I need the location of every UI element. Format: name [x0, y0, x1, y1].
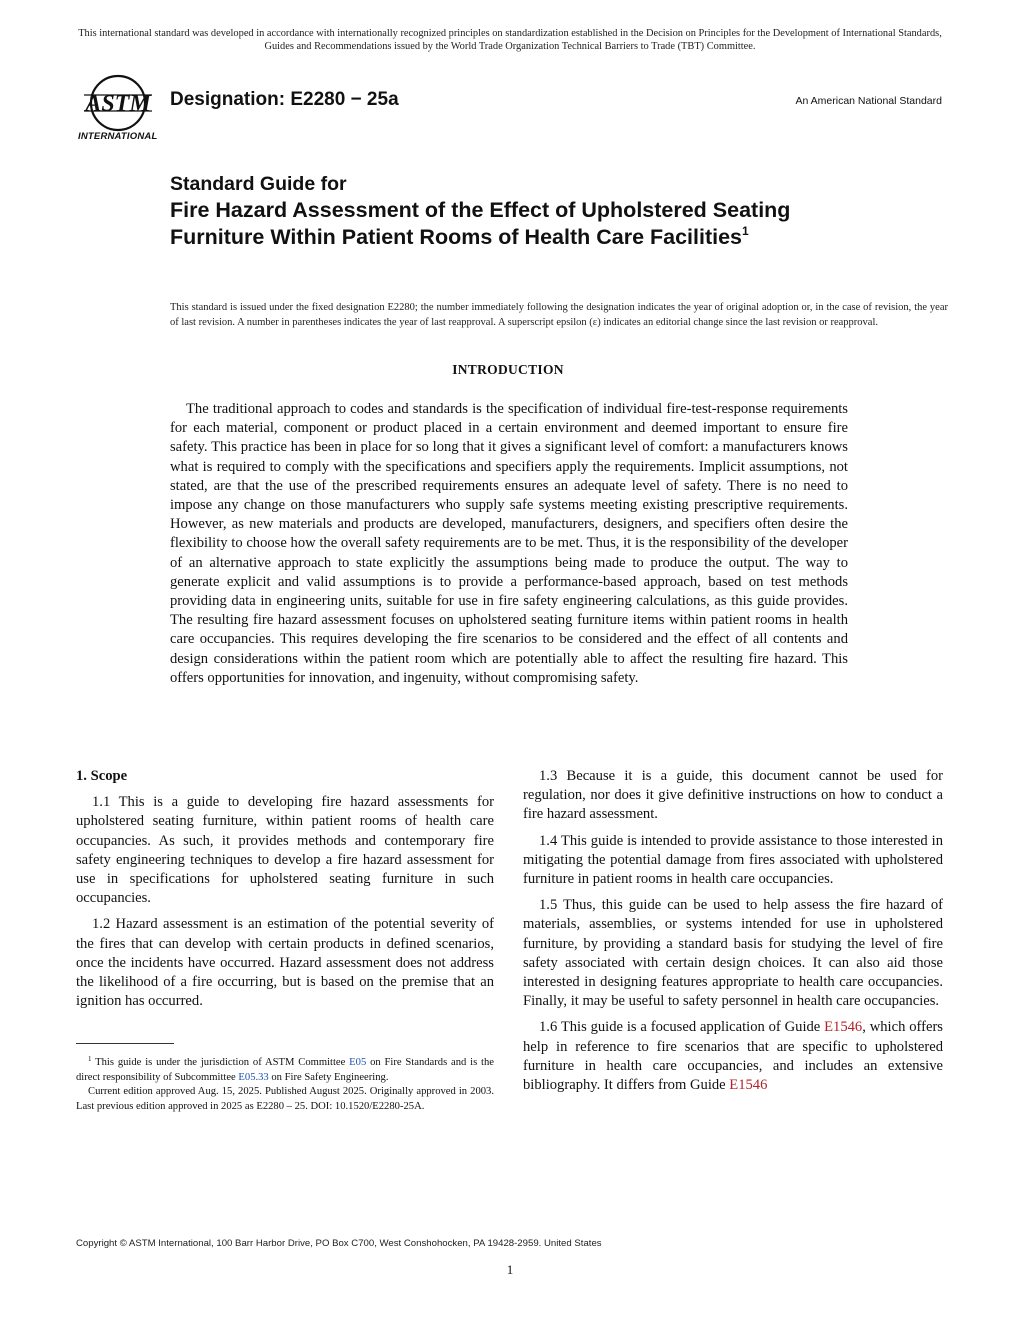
footnote-edition: Current edition approved Aug. 15, 2025. Published August 2025. Originally approved in 2003. Last previous edition approved in 2025 as E2280 – 25. DOI: 10.1520/E2280-25A.: [76, 1086, 494, 1113]
footnote-jurisdiction: [76, 1056, 494, 1085]
designation: Designation: E2280 − 25a: [170, 89, 399, 110]
logo-wordmark: INTERNATIONAL: [78, 131, 158, 142]
paragraph-1-6: [523, 1018, 943, 1095]
footnote-text-b: on Fire Standards and is the direct responsibility of Subcommittee: [76, 1057, 494, 1083]
footnote: [76, 1056, 494, 1115]
logo-text: ASTM: [85, 91, 151, 117]
paragraph-1-5: 1.5 Thus, this guide can be used to help assess the fire hazard of materials, assemblies, or systems intended for use in upholstered furniture, by providing a standard basis for studying the level of fire safety associated with certain design choices. It can also aid those interested in designing features appropriate to health care occupancies. Finally, it may be useful to safety personnel in health care occupancies.: [523, 897, 943, 1010]
introduction-heading: INTRODUCTION: [452, 362, 564, 377]
document-title: [170, 172, 870, 251]
introduction-text: The traditional approach to codes and standards is the specification of individual fire-test-response requirements for each material, component or product placed in a certain environment and deemed important to ensure fire safety. This practice has been in place for so long that it gives a significant level of comfort: a manufacturers knows what is required to comply with the specifications and specifiers apply the requirements. Implicit assumptions, not stated, are that the use of the prescribed requirements ensures an adequate level of safety. There is no need to impose any change on those manufacturers who supply safe systems meeting existing prescriptive requirements. However, as new materials and products are developed, manufacturers, designers, and specifiers often desire the flexibility to choose how the overall safety requirements are to be met. Thus, it is the responsibility of the developer of an alternative approach to state explicitly the assumptions being made to produce the output. The way to generate explicit and valid assumptions is to provide a performance-based approach, based on test methods providing data in engineering units, suitable for use in fire safety engineering calculations, as this guide provides. The resulting fire hazard assessment focuses on upholstered seating furniture items within patient rooms in health care occupancies. This requires developing the fire scenarios to be considered and the effect of all contents and design considerations within the patient room which are potentially able to affect the resulting fire hazard. This offers opportunities for innovation, and ingenuity, without compromising safety.: [170, 401, 848, 686]
title-main: [170, 197, 870, 251]
title-main-text: Fire Hazard Assessment of the Effect of Upholstered Seating Furniture Within Patient Rooms of Health Care Facilities: [170, 198, 791, 249]
paragraph-1-3: 1.3 Because it is a guide, this document cannot be used for regulation, nor does it give definitive instructions on how to conduct a fire hazard assessment.: [523, 768, 943, 823]
title-prefix: Standard Guide for: [170, 173, 347, 195]
left-column: [76, 767, 494, 1018]
national-standard-label: An American National Standard: [795, 95, 942, 107]
wto-notice: This international standard was developed in accordance with internationally recognized principles on standardization established in the Decision on Principles for the Development of International Standards, Guides and Recommendations issued by the World Trade Organization Technical Barriers to Trade (TBT) Committee.: [78, 28, 942, 52]
right-column: [523, 767, 943, 1102]
paragraph-1-4: 1.4 This guide is intended to provide assistance to those interested in mitigating the potential damage from fires associated with upholstered furniture in patient rooms in health care occupancies.: [523, 832, 943, 888]
title-footnote-mark: 1: [742, 224, 749, 238]
page-number: 1: [506, 1262, 514, 1277]
footnote-mark: 1: [88, 1055, 92, 1063]
footnote-text-a: This guide is under the jurisdiction of ASTM Committee: [95, 1057, 350, 1068]
footnote-divider: [76, 1043, 174, 1044]
issued-note: This standard is issued under the fixed designation E2280; the number immediately following the designation indicates the year of original adoption or, in the case of revision, the year of last revision. A number in parentheses indicates the year of last reapproval. A superscript epsilon (ε) indicates an editorial change since the last revision or reapproval.: [170, 302, 948, 328]
paragraph-1-1: 1.1 This is a guide to developing fire hazard assessments for upholstered seating furniture, within patient rooms of health care occupancies. As such, it provides methods and contemporary fire safety engineering techniques to develop a fire hazard assessment for use in specifications for upholstered seating furniture in such occupancies.: [76, 794, 494, 907]
committee-e05-link[interactable]: E05: [349, 1057, 367, 1068]
guide-e1546-link-2[interactable]: E1546: [729, 1077, 768, 1094]
section-heading-scope: 1. Scope: [76, 768, 128, 784]
paragraph-1-2: 1.2 Hazard assessment is an estimation of the potential severity of the fires that can develop with certain products in defined scenarios, once the incidents have occurred. Hazard assessment does not address the likelihood of a fire occurring, but is based on the premise that an ignition has occurred.: [76, 916, 494, 1010]
paragraph-1-6-text-b: , which offers help in reference to fire scenarios that are specific to upholstered furniture in health care occupancies, and includes an extensive bibliography. It differs from Guide: [523, 1019, 943, 1094]
paragraph-1-6-text-a: 1.6 This guide is a focused application of Guide: [539, 1019, 825, 1036]
footnote-text-c: on Fire Safety Engineering.: [268, 1071, 389, 1083]
subcommittee-link[interactable]: E05.33: [238, 1071, 269, 1083]
copyright: Copyright © ASTM International, 100 Barr Harbor Drive, PO Box C700, West Conshohocken, PA 19428-2959. United States: [76, 1238, 602, 1249]
guide-e1546-link[interactable]: E1546: [824, 1019, 863, 1036]
